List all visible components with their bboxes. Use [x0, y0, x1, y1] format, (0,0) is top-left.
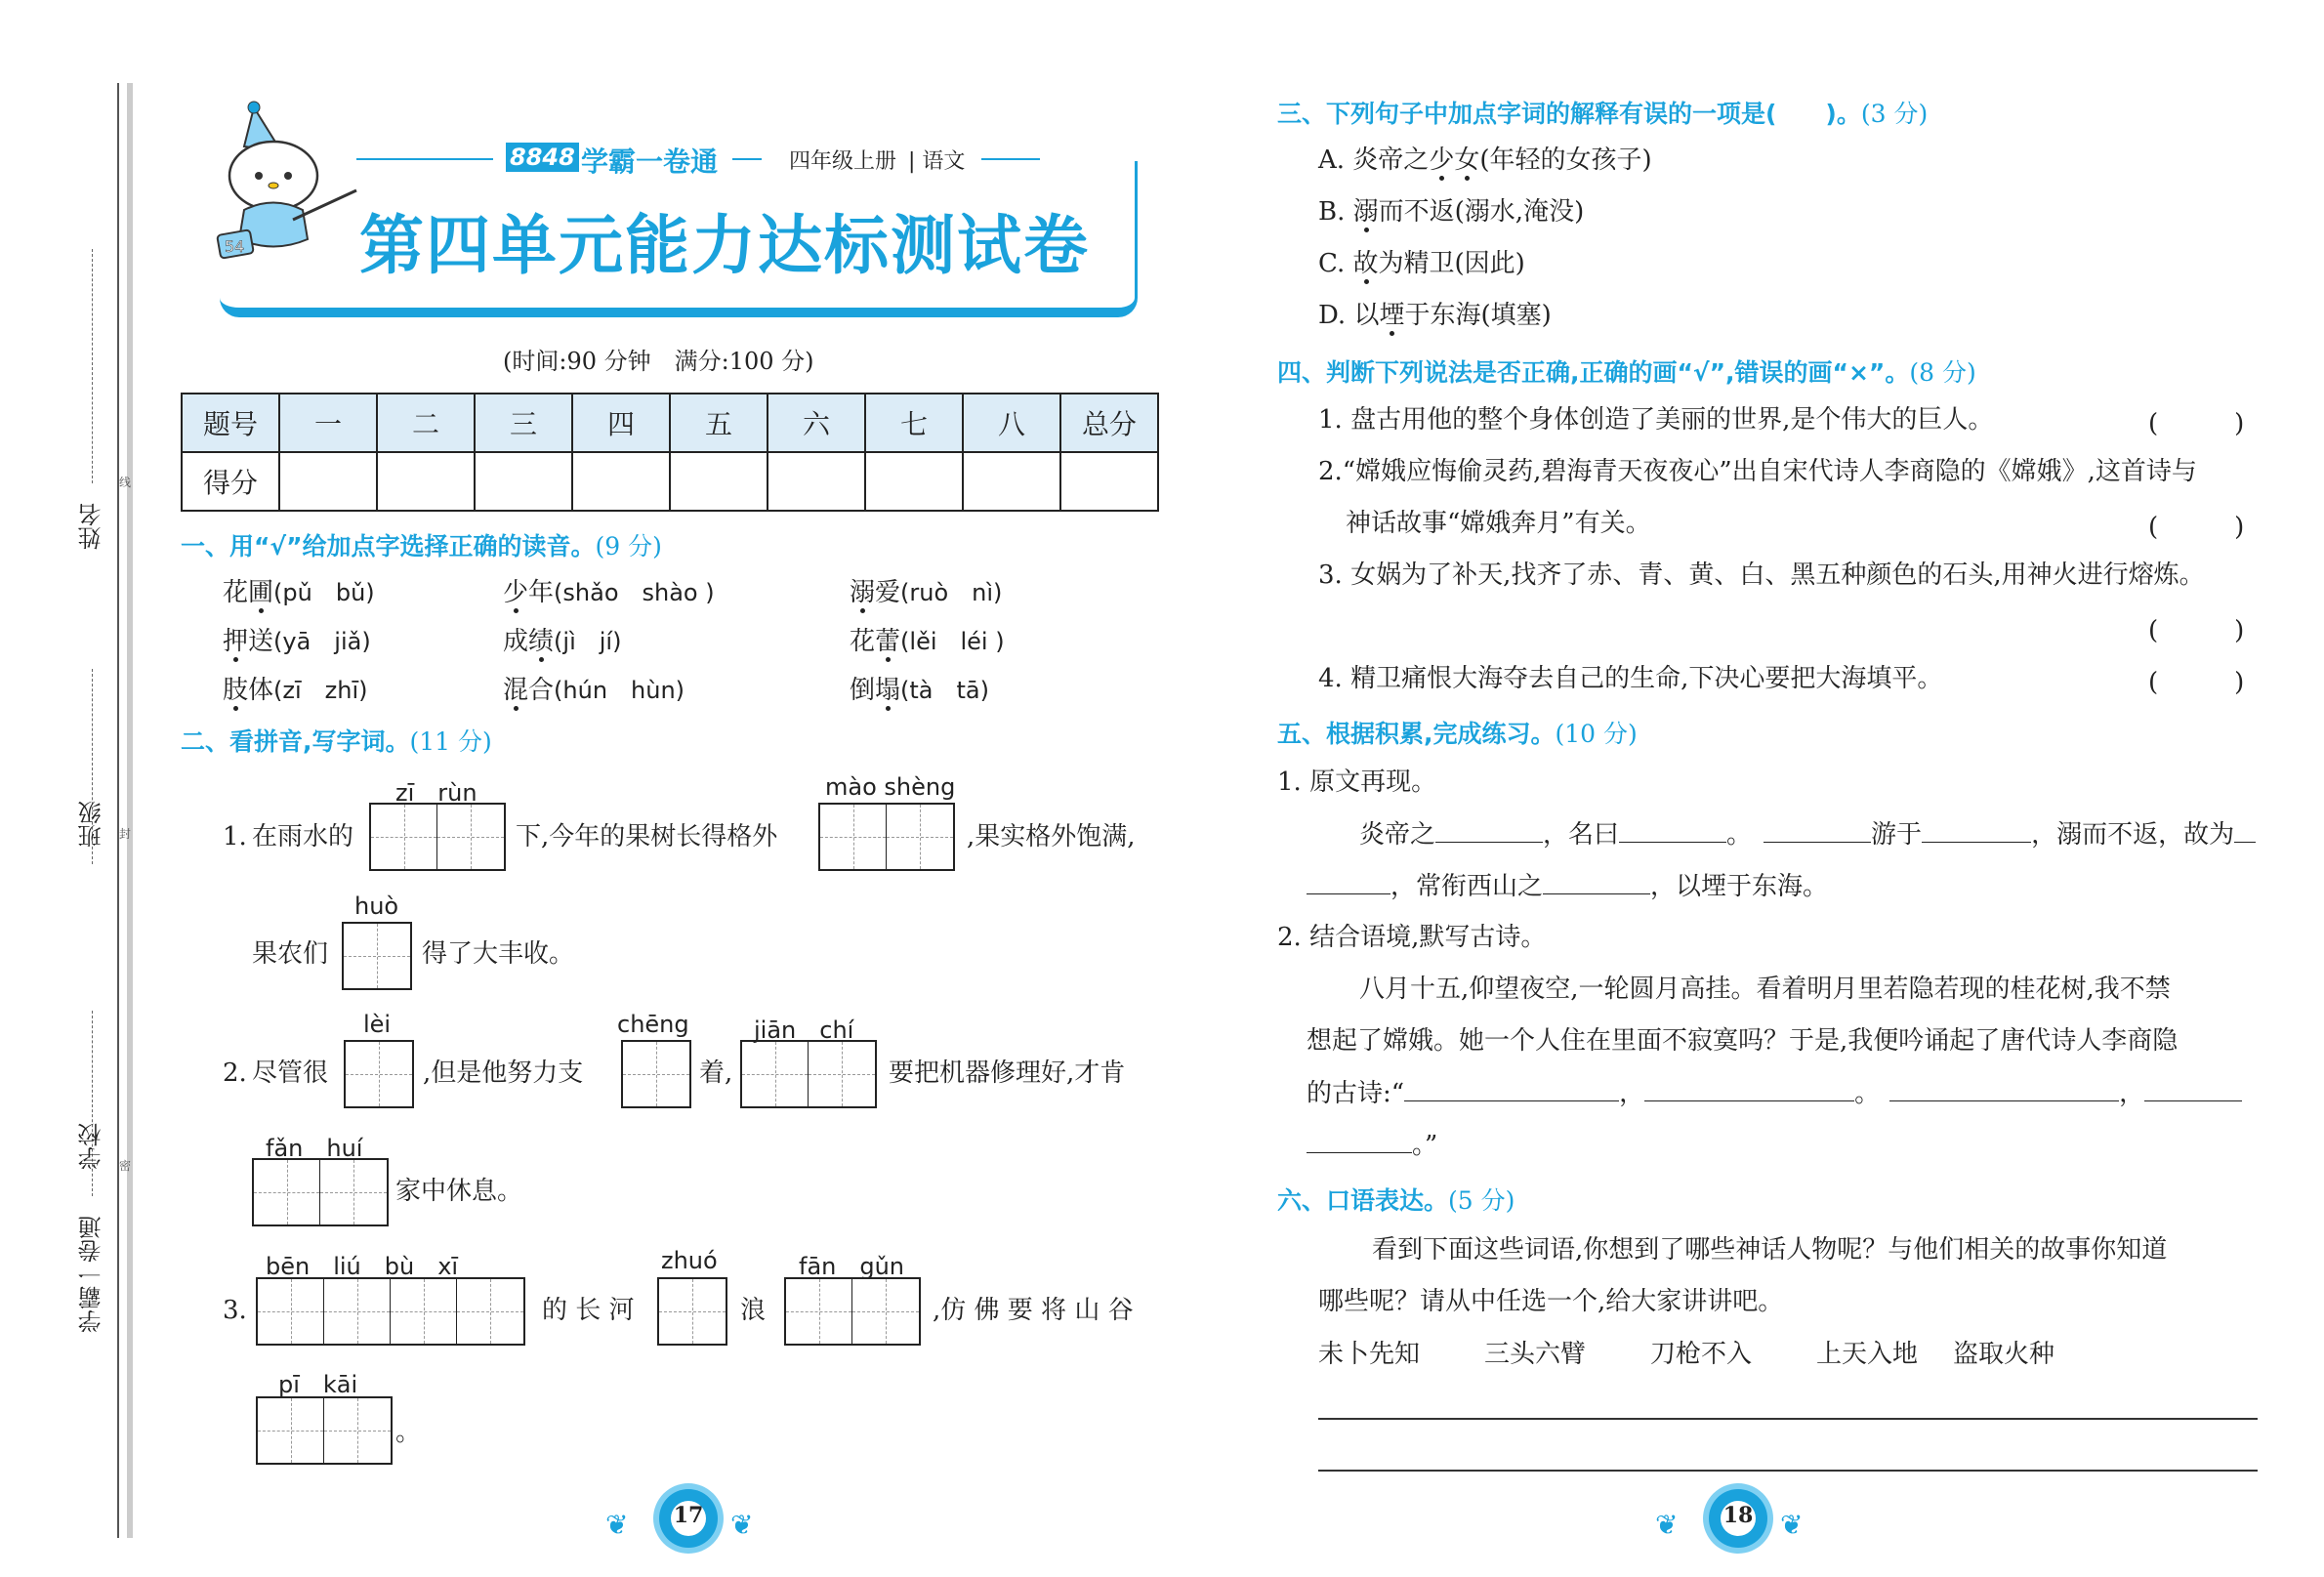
score-table [181, 393, 1159, 512]
binding-line-2 [127, 83, 133, 1538]
fill-blank[interactable] [1307, 1128, 1412, 1153]
char-grid-2[interactable] [252, 1158, 389, 1226]
header-line-mid [732, 158, 762, 160]
q2-3-text-4: 。 [395, 1418, 422, 1447]
char-cell[interactable] [659, 1279, 726, 1344]
char-grid-1[interactable] [621, 1040, 691, 1108]
reading-item[interactable] [503, 625, 621, 658]
reading-options: (pǔ bǔ) [273, 579, 375, 606]
q2-2-text-4: 要把机器修理好,才肯 [889, 1058, 1126, 1088]
brand-label: 学霸一卷通 [78, 1216, 105, 1333]
score-header-cell: 题号 [182, 394, 279, 452]
score-row-label: 得分 [182, 452, 279, 511]
reading-options: (jì jí) [554, 628, 622, 655]
fill-blank[interactable] [1619, 817, 1726, 843]
fill-blank[interactable] [1543, 869, 1650, 894]
dotted-char: 女 [1454, 145, 1480, 175]
section-3-points: (3 分) [1860, 100, 1929, 128]
name-label: 姓名 [78, 503, 105, 550]
reading-item[interactable] [850, 674, 989, 707]
school-label: 学校 [78, 1123, 105, 1170]
binding-line [117, 83, 119, 1538]
page-number-right [1655, 1489, 1821, 1548]
reading-dotted-char: 混 [503, 676, 529, 705]
fill-blank[interactable] [1764, 817, 1871, 843]
reading-item[interactable] [850, 625, 1005, 658]
char-cell[interactable] [324, 1398, 391, 1463]
reading-dotted-char: 肢 [223, 676, 249, 705]
q2-2-pinyin-4: fǎn huí [266, 1135, 363, 1162]
subject-text: 语文 [922, 149, 966, 174]
mark-line: 线 [119, 476, 132, 489]
s3-option-a[interactable]: A. 炎帝之少女(年轻的女孩子) [1318, 145, 1652, 175]
reading-options: (shǎo shào ) [554, 579, 715, 606]
leaf-icon: ❦ [1655, 1509, 1679, 1541]
s5-para-3 [1307, 1076, 2242, 1110]
section-5-title [1277, 715, 1638, 750]
s5-q1: 1. 原文再现。 [1277, 768, 1437, 797]
q2-2-pinyin-1: lèi [363, 1011, 392, 1038]
q2-2-text-2: ,但是他努力支 [423, 1058, 584, 1088]
char-cell[interactable] [324, 1279, 391, 1344]
section-4-title [1277, 353, 1976, 389]
reading-dotted-char: 圃 [248, 578, 274, 607]
s3-option-d[interactable]: D. 以堙于东海(填塞) [1318, 301, 1552, 330]
char-grid-1[interactable] [657, 1277, 727, 1346]
reading-dotted-char: 塌 [875, 676, 901, 705]
logo-number: 8848 [506, 143, 579, 172]
reading-item[interactable] [503, 674, 685, 707]
s3-option-c[interactable]: C. 故为精卫(因此) [1318, 249, 1525, 278]
reading-item[interactable] [223, 674, 368, 707]
q2-3-number: 3. [223, 1296, 247, 1325]
fill-blank[interactable] [1644, 1076, 1854, 1101]
section-4-heading: 四、判断下列说法是否正确,正确的画“√”,错误的画“×”。 [1277, 358, 1910, 387]
q2-3-text-2: 浪 [740, 1296, 767, 1325]
s5-text: 。 [1726, 820, 1753, 850]
reading-dotted-char: 押 [223, 627, 249, 656]
q2-2-text-5: 家中休息。 [395, 1177, 523, 1206]
s3-option-b[interactable]: B. 溺而不返(溺水,淹没) [1318, 197, 1585, 227]
s6-para-1: 看到下面这些词语,你想到了哪些神话人物呢？与他们相关的故事你知道 [1372, 1235, 2168, 1265]
q2-2-number: 2. [223, 1058, 247, 1088]
char-cell[interactable] [457, 1279, 523, 1344]
q2-2-pinyin-2: chēng [617, 1011, 689, 1038]
answer-paren[interactable]: ( ) [2148, 668, 2245, 697]
idiom-word: 盗取火种 [1953, 1340, 2055, 1369]
reading-word: 混合 [503, 676, 555, 705]
score-cell[interactable] [279, 452, 377, 511]
dotted-char: 少 [1429, 145, 1455, 175]
s5-text: 。 [1854, 1079, 1881, 1108]
char-cell[interactable] [258, 1279, 324, 1344]
char-cell[interactable] [742, 1042, 809, 1106]
s5-text: 游于 [1871, 820, 1923, 850]
reading-word: 肢体 [223, 676, 274, 705]
q2-1-pinyin-3: huò [354, 892, 399, 920]
fill-blank[interactable] [1435, 817, 1543, 843]
q2-3-text-1: 的 长 河 [542, 1296, 635, 1325]
fill-blank[interactable] [1922, 817, 2031, 843]
page-number-text: 18 [1722, 1503, 1754, 1528]
fill-blank[interactable] [2234, 817, 2256, 843]
q2-1-number: 1. [223, 822, 247, 851]
char-cell[interactable] [809, 1042, 875, 1106]
char-grid-1[interactable] [344, 1040, 414, 1108]
dotted-char: 堙 [1379, 301, 1405, 330]
answer-line[interactable] [1318, 1418, 2258, 1420]
char-grid-2[interactable] [256, 1396, 393, 1465]
section-6-points: (5 分) [1448, 1186, 1515, 1215]
char-cell[interactable] [320, 1160, 387, 1224]
time-info: (时间:90 分钟 满分:100 分) [503, 348, 814, 375]
section-3-title [1277, 95, 1928, 130]
reading-dotted-char: 绩 [528, 627, 555, 656]
s5-text: ，以堙于东海。 [1650, 872, 1829, 901]
score-header-cell: 总分 [1060, 394, 1158, 452]
subject-label: | 语文 [908, 149, 966, 174]
s5-text: ， [1619, 1079, 1645, 1108]
reading-options: (tà tā) [900, 677, 989, 704]
reading-item[interactable] [223, 576, 375, 609]
score-cell[interactable] [670, 452, 768, 511]
score-input-row [182, 452, 1158, 511]
binding-strip [59, 83, 137, 1538]
page-number-text: 17 [673, 1503, 704, 1528]
score-header-cell: 八 [963, 394, 1060, 452]
char-grid-2[interactable] [818, 803, 955, 871]
grade-label: 四年级上册 [789, 149, 897, 174]
score-header-cell: 七 [865, 394, 963, 452]
q2-1-pinyin-1: zī rùn [395, 779, 477, 807]
s5-para-4 [1307, 1128, 1437, 1162]
reading-dotted-char: 少 [503, 578, 529, 607]
q2-1-text-5: 得了大丰收。 [422, 939, 575, 969]
section-6-title [1277, 1182, 1515, 1217]
idiom-word: 上天入地 [1816, 1340, 1919, 1369]
score-header-cell: 五 [670, 394, 768, 452]
char-cell[interactable] [344, 924, 410, 988]
q2-1-text-1: 在雨水的 [252, 822, 354, 851]
s5-q2: 2. 结合语境,默写古诗。 [1277, 923, 1547, 952]
reading-options: (hún hùn) [554, 677, 685, 704]
s5-q1-line-1 [1359, 817, 2256, 851]
q2-3-pinyin-3: fān gǔn [799, 1253, 905, 1280]
score-cell[interactable] [572, 452, 670, 511]
q2-1-text-4: 果农们 [252, 939, 329, 969]
page-number-left [605, 1489, 771, 1548]
section-2-points: (11 分) [409, 727, 492, 756]
mark-seal: 封 [119, 827, 132, 841]
char-cell[interactable] [371, 805, 437, 869]
idiom-word: 未卜先知 [1318, 1340, 1421, 1369]
char-grid-2[interactable] [369, 803, 506, 871]
s5-text: 的古诗:“ [1307, 1079, 1405, 1108]
score-cell[interactable] [377, 452, 475, 511]
q2-3-pinyin-4: pī kāi [278, 1371, 358, 1398]
idiom-word: 三头六臂 [1484, 1340, 1587, 1369]
score-header-row [182, 394, 1158, 452]
idiom-word: 刀枪不入 [1650, 1340, 1753, 1369]
leaf-icon: ❦ [1780, 1509, 1804, 1541]
section-3-heading: 三、下列句子中加点字词的解释有误的一项是( )。 [1277, 100, 1861, 128]
answer-paren[interactable]: ( ) [2148, 409, 2245, 438]
reading-item[interactable] [223, 625, 371, 658]
leaf-icon: ❦ [605, 1509, 629, 1541]
char-grid-2[interactable] [740, 1040, 877, 1108]
dotted-char: 溺 [1352, 197, 1379, 227]
section-1-points: (9 分) [595, 532, 662, 560]
s5-text: 炎帝之 [1359, 820, 1436, 850]
reading-word: 花蕾 [850, 627, 901, 656]
mark-secret: 密 [119, 1159, 132, 1173]
header [205, 98, 1133, 322]
reading-options: (zī zhī) [273, 677, 368, 704]
s5-para-2: 想起了嫦娥。她一个人住在里面不寂寞吗？于是,我便吟诵起了唐代诗人李商隐 [1307, 1026, 2179, 1056]
section-5-points: (10 分) [1555, 720, 1638, 748]
score-cell[interactable] [768, 452, 865, 511]
page-title: 第四单元能力达标测试卷 [359, 208, 1090, 283]
char-cell[interactable] [852, 1279, 919, 1344]
q2-3-pinyin-2: zhuó [661, 1247, 718, 1274]
s5-text: 。” [1412, 1131, 1438, 1160]
q2-1-pinyin-2: mào shèng [825, 773, 956, 801]
s5-para-1: 八月十五,仰望夜空,一轮圆月高挂。看着明月里若隐若现的桂花树,我不禁 [1359, 975, 2171, 1004]
s5-text: ，名曰 [1543, 820, 1620, 850]
reading-dotted-char: 蕾 [875, 627, 901, 656]
q2-1-text-3: ,果实格外饱满, [967, 822, 1136, 851]
reading-item[interactable] [503, 576, 715, 609]
char-cell[interactable] [258, 1398, 324, 1463]
s4-item-3: 3. 女娲为了补天,找齐了赤、青、黄、白、黑五种颜色的石头,用神火进行熔炼。 [1318, 560, 2205, 590]
char-cell[interactable] [820, 805, 887, 869]
q2-2-pinyin-3: jiān chí [754, 1017, 854, 1044]
score-cell[interactable] [865, 452, 963, 511]
class-label: 班级 [78, 801, 105, 848]
q2-2-text-3: 着, [699, 1058, 733, 1088]
char-cell[interactable] [346, 1042, 412, 1106]
section-1-items [223, 576, 1101, 713]
char-cell[interactable] [887, 805, 953, 869]
s6-para-2: 哪些呢？请从中任选一个,给大家讲讲吧。 [1318, 1287, 1784, 1316]
reading-word: 押送 [223, 627, 274, 656]
badge-number: 54 [225, 237, 245, 256]
header-line-left [356, 158, 493, 160]
char-cell[interactable] [391, 1279, 457, 1344]
dotted-char: 故 [1352, 249, 1379, 278]
reading-word: 少年 [503, 578, 555, 607]
q2-3-text-3: ,仿 佛 要 将 山 谷 [933, 1296, 1134, 1325]
answer-paren[interactable]: ( ) [2148, 513, 2245, 542]
fill-blank[interactable] [1404, 1076, 1619, 1101]
char-cell[interactable] [786, 1279, 852, 1344]
s4-item-2-cont: 神话故事“嫦娥奔月”有关。 [1346, 509, 1651, 538]
brand-name: 学霸一卷通 [581, 145, 719, 178]
fill-blank[interactable] [1889, 1076, 2119, 1101]
char-grid-1[interactable] [342, 922, 412, 990]
section-2-title [181, 723, 492, 758]
score-header-cell: 四 [572, 394, 670, 452]
s5-text: ，常衔西山之 [1390, 872, 1544, 901]
section-1-title [181, 527, 662, 562]
reading-word: 倒塌 [850, 676, 901, 705]
score-header-cell: 三 [475, 394, 572, 452]
s5-text: ，溺而不返，故为 [2031, 820, 2235, 850]
reading-dotted-char: 溺 [850, 578, 876, 607]
reading-item[interactable] [850, 576, 1002, 609]
score-cell[interactable] [963, 452, 1060, 511]
score-cell[interactable] [475, 452, 572, 511]
fill-blank[interactable] [1307, 869, 1390, 894]
char-cell[interactable] [254, 1160, 320, 1224]
score-header-cell: 六 [768, 394, 865, 452]
section-1-heading: 一、用“√”给加点字选择正确的读音。 [181, 532, 596, 560]
score-header-cell: 一 [279, 394, 377, 452]
reading-word: 花圃 [223, 578, 274, 607]
char-grid-2[interactable] [784, 1277, 921, 1346]
q2-3-pinyin-1: bēn liú bù xī [266, 1253, 459, 1280]
score-header-cell: 二 [377, 394, 475, 452]
leaf-icon: ❦ [730, 1509, 754, 1541]
section-2-heading: 二、看拼音,写字词。 [181, 727, 410, 756]
s4-item-1: 1. 盘古用他的整个身体创造了美丽的世界,是个伟大的巨人。 [1318, 405, 1994, 435]
header-line-right [981, 158, 1040, 160]
char-cell[interactable] [437, 805, 504, 869]
s5-text: ， [2119, 1079, 2145, 1108]
score-cell[interactable] [1060, 452, 1158, 511]
answer-line[interactable] [1318, 1470, 2258, 1472]
char-cell[interactable] [623, 1042, 689, 1106]
section-6-heading: 六、口语表达。 [1277, 1186, 1449, 1215]
s4-item-2: 2.“嫦娥应悔偷灵药,碧海青天夜夜心”出自宋代诗人李商隐的《嫦娥》,这首诗与 [1318, 457, 2197, 486]
reading-options: (ruò nì) [900, 579, 1003, 606]
char-grid-4[interactable] [256, 1277, 525, 1346]
s5-q1-line-2 [1307, 869, 1828, 903]
reading-options: (yā jiǎ) [273, 628, 371, 655]
dash-line-1 [92, 249, 93, 483]
reading-word: 成绩 [503, 627, 555, 656]
q2-1-text-2: 下,今年的果树长得格外 [516, 822, 778, 851]
section-5-heading: 五、根据积累,完成练习。 [1277, 720, 1556, 748]
q2-2-text-1: 尽管很 [252, 1058, 329, 1088]
section-4-points: (8 分) [1909, 358, 1976, 387]
s4-item-4: 4. 精卫痛恨大海夺去自己的生命,下决心要把大海填平。 [1318, 664, 1943, 693]
reading-options: (lěi léi ) [900, 628, 1005, 655]
reading-word: 溺爱 [850, 578, 901, 607]
fill-blank[interactable] [2144, 1076, 2242, 1101]
answer-paren[interactable]: ( ) [2148, 616, 2245, 645]
